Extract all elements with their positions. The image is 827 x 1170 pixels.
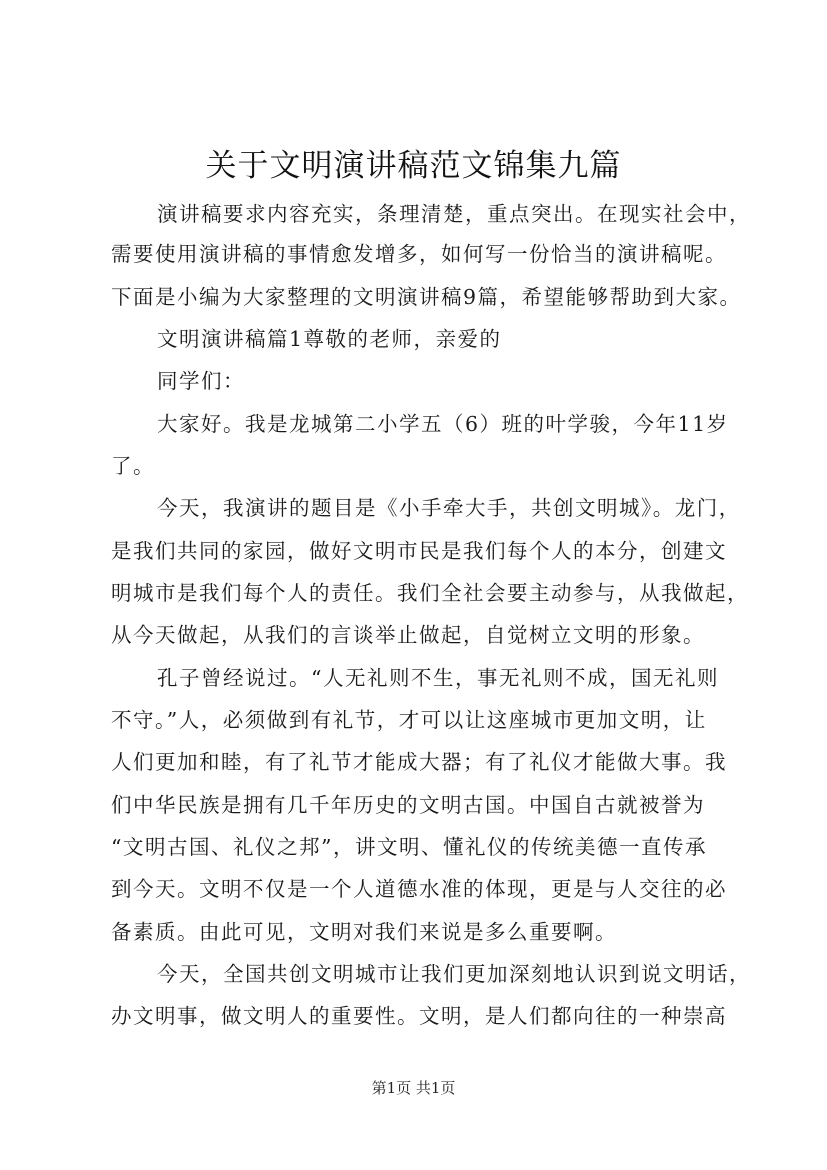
paragraph-line: 办文明事，做文明人的重要性。文明，是人们都向往的一种崇高 (111, 1004, 727, 1028)
paragraph-line: 演讲稿要求内容充实，条理清楚，重点突出。在现实社会中， (157, 202, 751, 226)
paragraph-line: 不守。”人，必须做到有礼节，才可以让这座城市更加文明，让 (111, 708, 707, 732)
paragraph-line: 下面是小编为大家整理的文明演讲稿9篇，希望能够帮助到大家。 (111, 285, 742, 309)
paragraph-line: 人们更加和睦，有了礼节才能成大器；有了礼仪才能做大事。我 (111, 750, 727, 774)
paragraph-line: 同学们： (157, 369, 245, 393)
page-footer: 第1页 共1页 (371, 1079, 456, 1097)
paragraph-line: 今天，全国共创文明城市让我们更加深刻地认识到说文明话， (157, 962, 751, 986)
paragraph-line: 们中华民族是拥有几千年历史的文明古国。中国自古就被誉为 (111, 793, 705, 817)
paragraph-line: 今天，我演讲的题目是《小手牵大手，共创文明城》。龙门， (157, 496, 741, 520)
paragraph-line: 备素质。由此可见，文明对我们来说是多么重要啊。 (111, 920, 617, 944)
paragraph-line: 需要使用演讲稿的事情愈发增多，如何写一份恰当的演讲稿呢。 (111, 242, 727, 266)
paragraph-line: 从今天做起，从我们的言谈举止做起，自觉树立文明的形象。 (111, 623, 705, 647)
paragraph-line: 到今天。文明不仅是一个人道德水准的体现，更是与人交往的必 (111, 877, 727, 901)
document-title: 关于文明演讲稿范文锦集九篇 (205, 148, 622, 184)
paragraph-line: 孔子曾经说过。“人无礼则不生，事无礼则不成，国无礼则 (157, 666, 719, 690)
paragraph-line: 是我们共同的家园，做好文明市民是我们每个人的本分，创建文 (111, 539, 727, 563)
paragraph-line: 大家好。我是龙城第二小学五（6）班的叶学骏，今年11岁 (157, 412, 729, 436)
paragraph-line: 文明演讲稿篇1尊敬的老师，亲爱的 (157, 327, 502, 351)
paragraph-line: 明城市是我们每个人的责任。我们全社会要主动参与，从我做起， (111, 581, 749, 605)
paragraph-line: “文明古国、礼仪之邦”，讲文明、懂礼仪的传统美德一直传承 (111, 835, 707, 859)
paragraph-line: 了。 (111, 454, 155, 478)
